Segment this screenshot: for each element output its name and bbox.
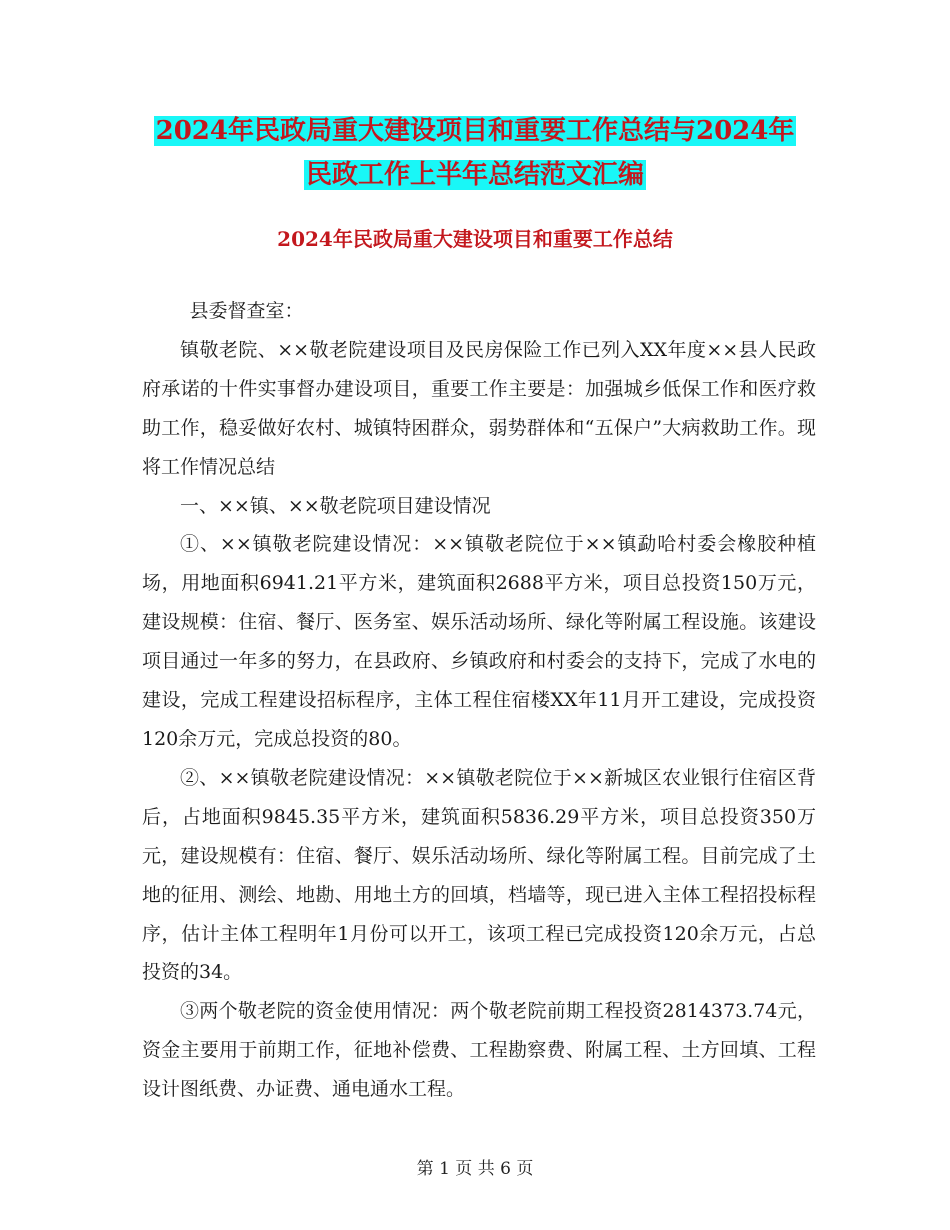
section-title: 2024年民政局重大建设项目和重要工作总结	[277, 227, 673, 251]
paragraph: ③两个敬老院的资金使用情况：两个敬老院前期工程投资2814373.74元，资金主要用于前期工作，征地补偿费、工程勘察费、附属工程、土方回填、工程设计图纸费、办证费、通电通水工程。	[142, 1000, 816, 1101]
paragraph: ①、××镇敬老院建设情况：××镇敬老院位于××镇勐哈村委会橡胶种植场，用地面积6941.21平方米，建筑面积2688平方米，项目总投资150万元，建设规模：住宿、餐厅、医务室、娱乐活动场所、绿化等附属工程设施。该建设项目通过一年多的努力，在县政府、乡镇政府和村委会的支持下，完成了水电的建设，完成工程建设招标程序，主体工程住宿楼XX年11月开工建设，完成投资120余万元，完成总投资的80。	[142, 533, 816, 750]
paragraph: ②、××镇敬老院建设情况：××镇敬老院位于××新城区农业银行住宿区背后，占地面积9845.35平方米，建筑面积5836.29平方米，项目总投资350万元，建设规模有：住宿、餐厅、娱乐活动场所、绿化等附属工程。目前完成了土地的征用、测绘、地勘、用地土方的回填，档墙等，现已进入主体工程招投标程序，估计主体工程明年1月份可以开工，该项工程已完成投资120余万元，占总投资的34。	[142, 766, 816, 984]
document-title-line-2	[0, 158, 950, 192]
section-heading: 一、××镇、××敬老院项目建设情况	[180, 494, 491, 517]
paragraph: 镇敬老院、××敬老院建设项目及民房保险工作已列入XX年度××县人民政府承诺的十件实事督办建设项目，重要工作主要是：加强城乡低保工作和医疗救助工作，稳妥做好农村、城镇特困群众，弱势群体和“五保户”大病救助工作。现将工作情况总结	[142, 338, 816, 478]
document-title-text-1: 2024年民政局重大建设项目和重要工作总结与2024年	[155, 116, 795, 146]
document-body	[142, 292, 816, 1109]
document-title-text-2: 民政工作上半年总结范文汇编	[305, 160, 644, 190]
salutation: 县委督查室：	[189, 300, 304, 322]
document-title-line-1	[0, 114, 950, 148]
page-number-footer: 第 1 页 共 6 页	[416, 1159, 534, 1179]
